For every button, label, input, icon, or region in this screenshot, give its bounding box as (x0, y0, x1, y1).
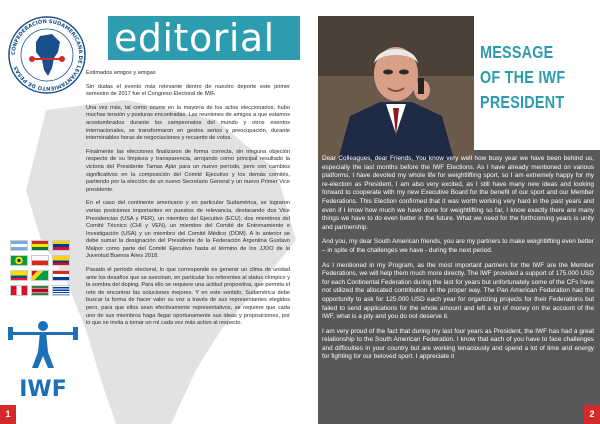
message-title (480, 40, 575, 115)
flag-uruguay-icon (52, 285, 70, 296)
flag-argentina-icon (10, 240, 28, 251)
message-paragraph: And you, my dear South American friends, you are my partners to make weightlifting even better – in spite of the challenges we have - during the next period. (322, 238, 594, 254)
editorial-paragraph: Una vez más, tal como ocurre en la mayoría de los actos eleccionarios, hubo muchas tensión y posturas encontradas. Las reuniones de amigos a que estamos acostumbrados durante los campeonatos del mundo y otros eventos internacionales, se transformaron en gestos serios y preocupación, durante interminables horas de negociaciones y recuento de votos. (86, 104, 290, 142)
message-body (322, 155, 594, 368)
editorial-paragraph: Sin dudas el evento más relevante dentro de nuestro deporte este primer semestre de 2017 fue el Congreso Electoral de IWF. (86, 83, 290, 98)
iwf-logo-text: IWF (19, 377, 67, 402)
flag-peru-icon (10, 285, 28, 296)
message-paragraph: Dear Colleagues, dear Friends, You know very well how busy year we have been behind us, especially the last months before the IWF Elections. As I have already mentioned on various platforms, I have devoted my whole life for weightlifting sport, so I am extremely happy for my re-election as President. I am also very excited, as I still have many new ideas and looking forward to cooperate with my new Executive Board for the benefit of our sport and our Member Federations. This Election confirmed that it was worth working very hard in the past years and even if I know how much we have done for weightlifting so far, I know exactly there are many things we have to do even better in the future. What we need for the forthcoming years is unity and partnership. (322, 155, 594, 231)
editorial-paragraph: Finalmente las elecciones finalizaron de forma correcta, sin ninguna objeción respecto de su limpieza y transparencia, arrojando como principal resultado la victoria del Presidente Tamas Aján para un nuevo período, pero con cambios significativos en la composición del Comité Ejecutivo y los demás comités, partiendo por la elección de un nuevo Secretario General y un nuevo Primer Vice presidente. (86, 148, 290, 193)
page-number-right: 2 (584, 405, 600, 424)
seal-text: CONFEDERACIÓN SUDAMERICANA DE LEVANTAMIENTO DE PESAS (10, 18, 84, 92)
flag-paraguay-icon (52, 270, 70, 281)
message-title-line: OF THE IWF (480, 67, 566, 87)
flag-ecuador-icon (10, 270, 28, 281)
president-photo-icon (318, 16, 474, 160)
flag-chile-icon (31, 255, 49, 266)
editorial-greeting: Estimados amigos y amigas (86, 70, 156, 76)
flag-brazil-icon (10, 255, 28, 266)
message-paragraph: I am very proud of the fact that during my last four years as President, the IWF has had a great relationship to the South American Federation. I know that each of you have to face challenges and difficulties in your country but are working tenaciously and spend a lot of time and energy for fighting for our beloved sport. I appreciate it (322, 327, 594, 361)
flag-bolivia-icon (31, 240, 49, 251)
message-title-line: MESSAGE (480, 42, 554, 62)
flag-venezuela-icon (52, 240, 70, 251)
confederation-seal-icon (6, 14, 88, 96)
page-number-left: 1 (0, 405, 16, 424)
iwf-logo-icon (4, 316, 82, 402)
editorial-body (86, 70, 290, 334)
country-flags-icon (10, 240, 84, 300)
editorial-title: editorial (114, 16, 275, 60)
right-page (300, 0, 600, 424)
message-paragraph: As I mentioned in my Program, as the most important partners for the IWF are the Member Federations, we will help them much more directly. The IWF provided a support of 175.000 USD for each Continental Federation during the last for years but unfortunately some of the CFs have not utilized the allocated contribution in the proper way. The Pan American Federation had the opportunity to ask for 125.000 USD each year for organizing projects for their Federations but failed to send applications for the whole amount and left a lot of money on the account of the IWF, what is a pity and you do not deserve it. (322, 261, 594, 321)
editorial-paragraph: En el caso del continente americano y en particular Sudamérica, se lograron varias posiciones importantes en puestos de relevancia, destacando dos Vice Presidencias (USA y PER), un miembro del Ejecutivo (ECU), dos miembros del Comité Técnico (CHI y VEN), un miembro del Comité de Entrenamiento e Investigación (USA) y un miembro del Comité Médico (DOM). A lo anterior se debe sumar la designación del Presidente de la Federación Argentina Gustavo Malpor como parte del Comité Ejecutivo hasta el término de los JJOO de la Juventud Buenos Aires 2018. (86, 200, 290, 260)
editorial-paragraph: Pasado el período electoral, lo que corresponde es generar un clima de unidad ante los desafíos que se avecinan, en particular los referentes al status olímpico y la sombra del doping. Para ello se requiere una actitud propositiva, que permita el reto de encontrar las soluciones mejores. Y en este sentido, Sudamérica debe buscar la forma de hacer valer su voz a través de sus representantes elegidos pero, para que ellos sean efectivamente representativos, se requiere que cada uno de sus miembros haga llegar oportunamente sus ideas y proposiciones, por lo que se invita a tomar un rol cada vez más activo al respecto. (86, 267, 290, 327)
flag-suriname-icon (31, 285, 49, 296)
message-title-line: PRESIDENT (480, 92, 565, 112)
flag-colombia-icon (52, 255, 70, 266)
flag-guyana-icon (31, 270, 49, 281)
